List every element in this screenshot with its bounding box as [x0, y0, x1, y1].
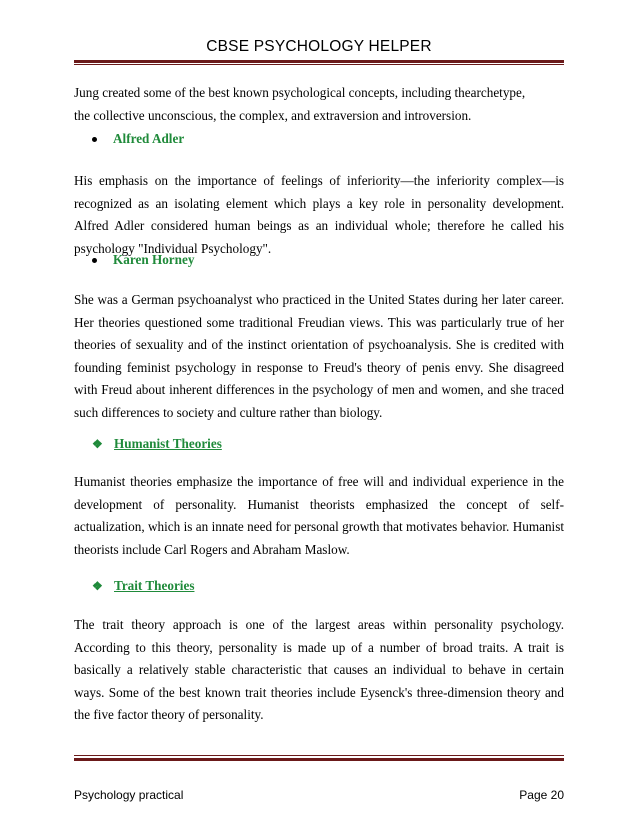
intro-line-1: Jung created some of the best known psychological concepts, including thearchetype,	[74, 85, 526, 100]
section-text-humanist-theories: Humanist theories emphasize the importance of free will and individual experience in the development of personality. Humanist theorists emphasized the concept of self-actualization, which is an innate need for personal growth that motivates behavior. Humanist theorists include Carl Rogers and Abraham Maslow.	[74, 474, 564, 557]
section-heading-label: Trait Theories	[114, 578, 195, 593]
diamond-bullet-icon: ❖	[92, 437, 103, 451]
section-text-karen-horney: She was a German psychoanalyst who practiced in the United States during her later career. Her theories questioned some traditional Freudian views. This was particularly true of her theories of sexuality and of the instinct orientation of psychoanalysis. She is credited with founding feminist psychology in response to Freud's theory of penis envy. She disagreed with Freud about inherent differences in the psychology of men and women, and she traced such differences to society and culture rather than biology.	[74, 292, 564, 420]
section-text-trait-theories: The trait theory approach is one of the largest areas within personality psychology. According to this theory, personality is made up of a number of broad traits. A trait is basically a relatively stable characteristic that causes an individual to behave in certain ways. Some of the best known trait theories include Eysenck's three-dimension theory and the five factor theory of personality.	[74, 617, 564, 723]
section-heading-humanist-theories	[92, 436, 222, 452]
footer-left-text: Psychology practical	[74, 788, 184, 802]
footer-rule	[74, 758, 564, 761]
section-heading-trait-theories	[92, 578, 194, 594]
header-rule-thin	[74, 64, 564, 65]
section-heading-karen-horney	[92, 252, 194, 268]
header-rule	[74, 60, 564, 63]
section-text-alfred-adler: His emphasis on the importance of feelings of inferiority—the inferiority complex—is recognized as an isolating element which plays a key role in personality development. Alfred Adler considered human beings as an individual whole; therefore he called his psychology "Individual Psychology".	[74, 173, 564, 256]
section-heading-label: Karen Horney	[113, 252, 195, 267]
section-heading-label: Alfred Adler	[113, 131, 185, 146]
section-heading-alfred-adler	[92, 131, 184, 147]
page-header-title: CBSE PSYCHOLOGY HELPER	[206, 38, 432, 55]
intro-paragraph	[74, 82, 564, 127]
bullet-icon	[92, 258, 97, 263]
diamond-bullet-icon: ❖	[92, 579, 103, 593]
intro-line-2: the collective unconscious, the complex, and extraversion and introversion.	[74, 107, 472, 123]
footer-rule-thin	[74, 755, 564, 756]
section-heading-label: Humanist Theories	[114, 436, 222, 451]
page-number: Page 20	[519, 788, 564, 802]
bullet-icon	[92, 137, 97, 142]
